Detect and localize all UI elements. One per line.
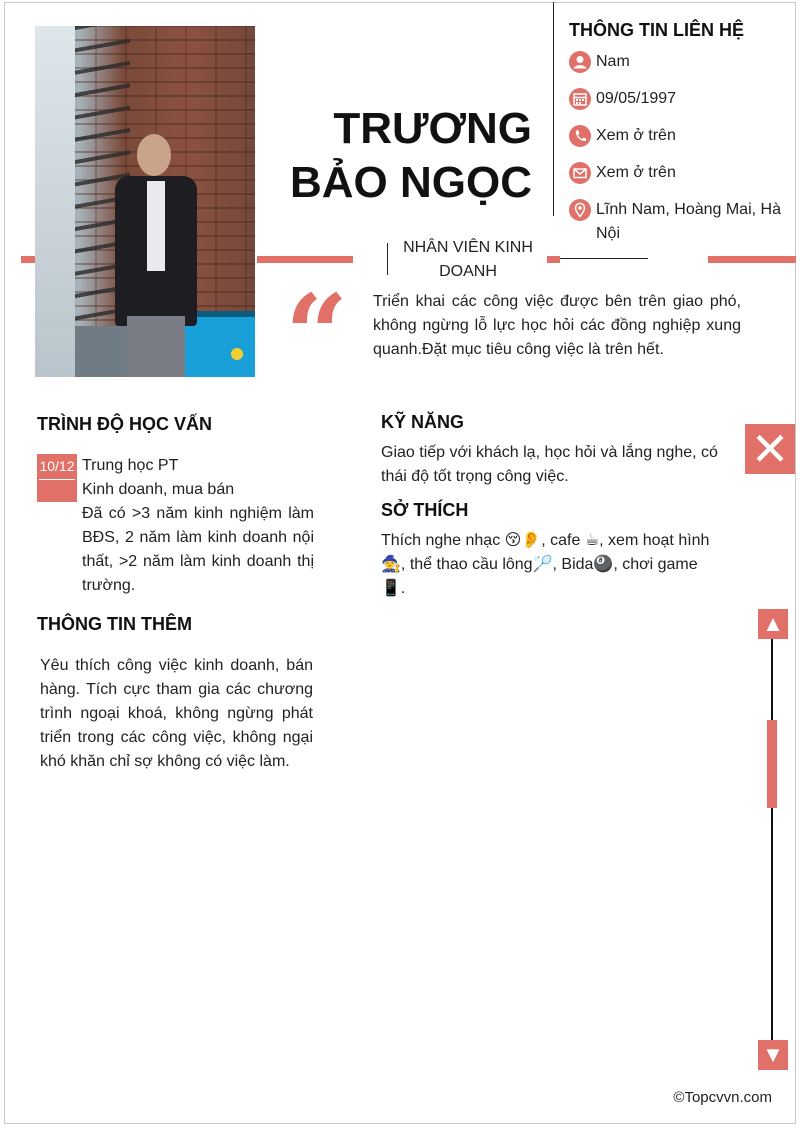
hobbies-text: Thích nghe nhạc 😚👂, cafe ☕, xem hoạt hình 🧙, thể thao cầu lông🏸, Bida🎱, chơi game 📱. — [381, 532, 710, 597]
profile-photo — [35, 26, 255, 377]
contact-heading: THÔNG TIN LIÊN HỆ — [569, 20, 744, 40]
name-line-1: TRƯƠNG — [333, 104, 532, 153]
close-icon: ✕ — [750, 423, 790, 475]
contact-phone: Xem ở trên — [569, 124, 784, 148]
hobbies-heading: SỞ THÍCH — [381, 500, 469, 520]
arrow-down-icon: ▼ — [762, 1042, 784, 1067]
additional-info-heading: THÔNG TIN THÊM — [37, 614, 192, 634]
education-entry — [82, 454, 314, 598]
contact-email: Xem ở trên — [569, 161, 784, 185]
education-description: Đã có >3 năm kinh nghiệm làm BĐS, 2 năm làm kinh doanh nội thất, >2 năm làm kinh doanh thị trường. — [82, 505, 314, 594]
career-objective: Triển khai các công việc được bên trên giao phó, không ngừng lỗ lực học hỏi các đồng nghiệp xung quanh.Đặt mục tiêu công việc là trên hết. — [373, 293, 741, 358]
close-button[interactable] — [745, 424, 795, 474]
contact-birthday: 09/05/1997 — [569, 87, 784, 111]
footer-copyright: ©Topcvvn.com — [673, 1089, 772, 1106]
education-heading: TRÌNH ĐỘ HỌC VẤN — [37, 414, 212, 434]
scroll-up-button[interactable] — [758, 609, 788, 639]
person-icon — [569, 51, 591, 73]
full-name — [290, 102, 532, 210]
name-line-2: BẢO NGỌC — [290, 158, 532, 207]
education-date: 10/12 — [39, 458, 75, 474]
accent-bar — [257, 256, 353, 263]
contact-address: Lĩnh Nam, Hoàng Mai, Hà Nội — [569, 198, 784, 246]
scrollbar-thumb[interactable] — [767, 720, 777, 808]
accent-bar — [21, 256, 35, 263]
email-icon — [569, 162, 591, 184]
education-major: Kinh doanh, mua bán — [82, 481, 235, 498]
divider-vertical — [387, 243, 388, 275]
calendar-icon — [569, 88, 591, 110]
skills-heading: KỸ NĂNG — [381, 412, 465, 432]
phone-icon — [569, 125, 591, 147]
education-school: Trung học PT — [82, 457, 179, 474]
additional-info-text: Yêu thích công việc kinh doanh, bán hàng. Tích cực tham gia các chương trình ngoại khoá, không ngừng phát triển trong các công việc, không ngại khó khăn chỉ sợ không có việc làm. — [40, 657, 313, 770]
contact-gender: Nam — [569, 50, 784, 74]
accent-bar — [547, 256, 560, 263]
location-icon — [569, 199, 591, 221]
education-date-badge — [37, 454, 77, 502]
scrollbar-track[interactable] — [771, 639, 773, 1040]
quote-mark-icon: “ — [285, 270, 349, 399]
job-title: NHÂN VIÊN KINH DOANH — [403, 239, 533, 280]
contact-list — [569, 50, 784, 259]
arrow-up-icon: ▲ — [762, 611, 784, 636]
skills-text: Giao tiếp với khách lạ, học hỏi và lắng nghe, có thái độ tốt trọng công việc. — [381, 444, 718, 485]
divider-vertical — [553, 2, 554, 216]
scroll-down-button[interactable] — [758, 1040, 788, 1070]
